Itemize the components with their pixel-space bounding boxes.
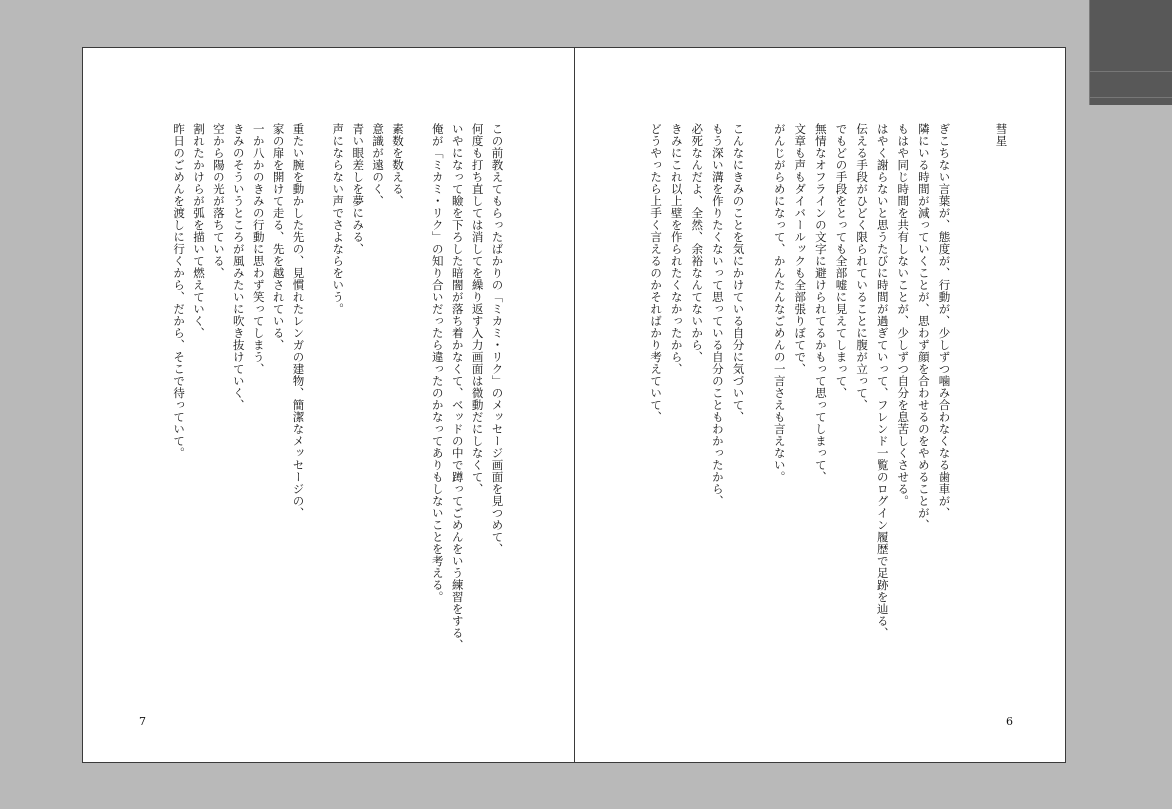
text-line: 文章も声もダイバールックも全部張りぼてで、 [793,123,808,375]
text-line: 空から陽の光が落ちている、 [211,123,226,279]
text-line: きみにこれ以上壁を作られたくなかったから、 [669,123,684,375]
poem-title: 彗星 [994,123,1009,147]
corner-panel-divider [1090,71,1172,72]
text-line: 青い眼差しを夢にみる、 [351,123,366,255]
page-number: 7 [139,715,146,728]
text-line: 素数を数える、 [391,123,405,207]
text-line: 声にならない声でさよならをいう。 [331,123,346,315]
text-line: 何度も打ち直しては消してを繰り返す入力画面は微動だにしなくて、 [470,123,485,495]
text-line: はやく謝らないと思うたびに時間が過ぎていって、フレンド一覧のログイン履歴で足跡を辿る、 [875,123,890,639]
text-line: 伝える手段がひどく限られていることに腹が立って、 [855,123,870,411]
text-line: もはや同じ時間を共有しないことが、少しずつ自分を息苦しくさせる。 [896,123,911,507]
text-line: 無情なオフラインの文字に避けられてるかもって思ってしまって、 [813,123,828,483]
text-line: がんじがらめになって、かんたんなごめんの一言さえも言えない。 [772,123,787,483]
text-line: この前教えてもらったばかりの「ミカミ・リク」のメッセージ画面を見つめて、 [490,123,505,555]
corner-panel-divider [1090,97,1172,98]
text-line: 家の扉を開けて走る、先を越されている、 [271,123,286,351]
text-line: いやになって瞼を下ろした暗闇が落ち着かなくて、ベッドの中で蹲ってごめんをいう練習をする、 [450,123,465,651]
text-line: 意識が遠のく、 [371,123,386,207]
text-line: きみのそういうところが風みたいに吹き抜けていく、 [231,123,246,411]
text-line: 昨日のごめんを渡しに行くから、だから、そこで待っていて。 [172,123,187,459]
text-line: 重たい腕を動かした先の、見慣れたレンガの建物、簡潔なメッセージの、 [291,123,306,519]
right-page [574,47,1066,763]
text-line: 俺が「ミカミ・リク」の知り合いだったら違ったのかなってありもしないことを考える。 [430,123,445,603]
text-line: こんなにきみのことを気にかけている自分に気づいて、 [731,123,746,423]
text-line: どうやったら上手く言えるのかそればかり考えていて、 [649,123,664,423]
text-line: でもどの手段をとっても全部嘘に見えてしまって、 [834,123,849,399]
text-line: 一か八かのきみの行動に思わず笑ってしまう、 [251,123,266,375]
page-number: 6 [1006,715,1013,728]
corner-panel [1089,0,1172,105]
text-line: 必死なんだよ、全然、余裕なんてないから、 [690,123,705,363]
text-line: 割れたかけらが弧を描いて燃えていく、 [192,123,206,339]
text-line: ぎこちない言葉が、態度が、行動が、少しずつ噛み合わなくなる歯車が、 [937,123,952,519]
text-line: もう深い溝を作りたくないって思っている自分のこともわかったから、 [710,123,725,507]
text-line: 隣にいる時間が減っていくことが、思わず顔を合わせるのをやめることが、 [916,123,931,531]
left-page [82,47,575,763]
